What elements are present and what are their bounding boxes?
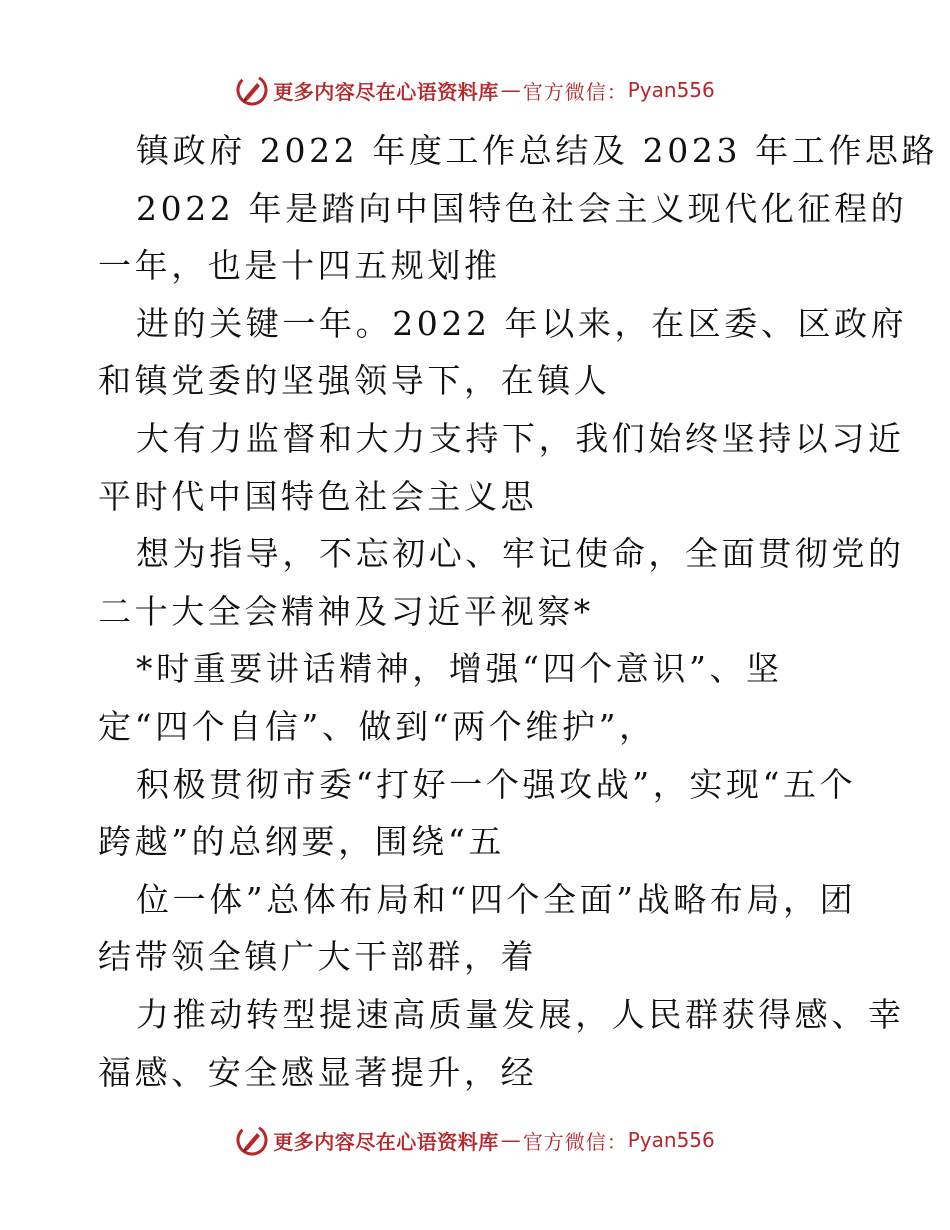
body-line: 平时代中国特色社会主义思 [98,476,538,516]
body-line: *时重要讲话精神，增强“四个意识”、坚 [136,649,783,689]
watermark-wechat-id: Pyan556 [627,78,715,102]
watermark-title: 更多内容尽在心语资料库 [273,79,499,104]
body-line: 大有力监督和大力支持下，我们始终坚持以习近 [136,418,905,458]
body-line: 位一体”总体布局和“四个全面”战略布局，团 [136,879,857,919]
ink-pen-logo-icon [235,73,269,107]
watermark-wechat-label: 官方微信： [522,79,628,104]
body-line: 定“四个自信”、做到“两个维护”， [98,706,656,746]
body-line: 一年，也是十四五规划推 [98,246,501,286]
body-line: 力推动转型提速高质量发展，人民群获得感、幸 [136,994,905,1034]
body-line: 想为指导，不忘初心、牢记使命，全面贯彻党的 [136,534,905,574]
watermark-dash: — [500,78,521,102]
body-line: 结带领全镇广大干部群，着 [98,937,538,977]
ink-pen-logo-icon [235,1123,269,1157]
body-line: 福感、安全感显著提升，经 [98,1052,538,1092]
body-line: 进的关键一年。2022 年以来，在区委、区政府 [136,303,908,343]
document-title: 镇政府 2022 年度工作总结及 2023 年工作思路 [136,131,939,170]
document-body [98,122,939,1101]
body-line: 二十大全会精神及习近平视察* [98,591,594,631]
watermark-wechat-label: 官方微信： [522,1129,628,1154]
watermark-dash: — [500,1128,521,1152]
body-line: 跨越”的总纲要，围绕“五 [98,822,505,862]
body-line: 和镇党委的坚强领导下，在镇人 [98,361,611,401]
header-watermark [0,70,950,110]
body-line: 2022 年是踏向中国特色社会主义现代化征程的 [136,188,908,228]
watermark-title: 更多内容尽在心语资料库 [273,1129,499,1154]
watermark-wechat-id: Pyan556 [627,1128,715,1152]
body-line: 积极贯彻市委“打好一个强攻战”，实现“五个 [136,764,857,804]
footer-watermark [0,1120,950,1160]
